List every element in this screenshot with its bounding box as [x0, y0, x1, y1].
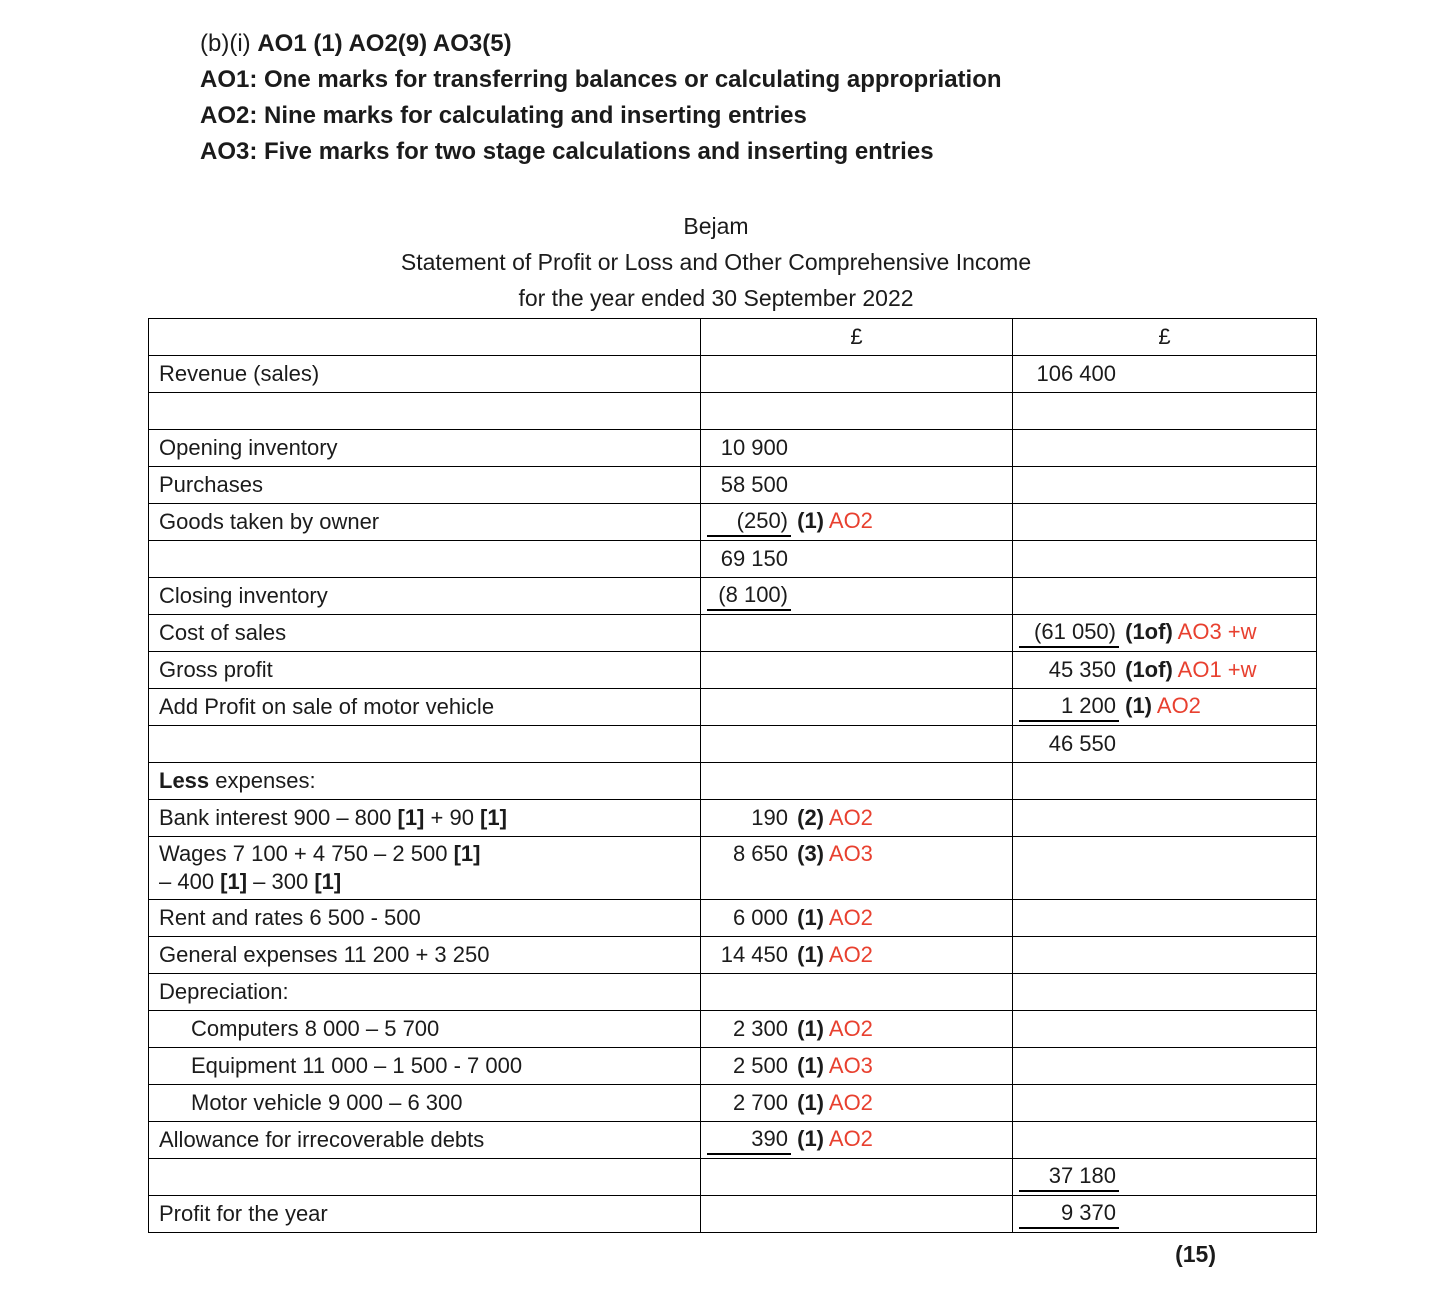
amount-cell-col1: [701, 900, 1013, 937]
table-row: [149, 504, 1317, 541]
mark-allocation: (1): [791, 1090, 824, 1115]
row-label-cell: [149, 974, 701, 1011]
row-label-cell: [149, 578, 701, 615]
amount-value: 2 300: [732, 1016, 788, 1041]
table-row: [149, 726, 1317, 763]
row-label-cell: [149, 652, 701, 689]
table-row: [149, 652, 1317, 689]
row-label-cell: [149, 1196, 701, 1233]
amount-cell-col1: [701, 356, 1013, 393]
amount-value: 190: [751, 805, 788, 830]
amount-cell-col2: [1013, 578, 1317, 615]
amount-value: 58 500: [720, 472, 788, 497]
table-row: [149, 356, 1317, 393]
amount-value: 46 550: [1048, 731, 1116, 756]
amount-cell-col1: [701, 689, 1013, 726]
table-row: [149, 689, 1317, 726]
ao3-description: AO3: Five marks for two stage calculations and inserting entries: [200, 138, 934, 165]
table-row: [149, 900, 1317, 937]
row-label-text: Motor vehicle 9 000 – 6 300: [191, 1090, 463, 1115]
amount-cell-col2: [1013, 1122, 1317, 1159]
row-label-text: Equipment 11 000 – 1 500 - 7 000: [191, 1053, 523, 1078]
total-marks: (15): [1175, 1241, 1216, 1267]
amount-cell-col1: [701, 578, 1013, 615]
ao-tag: AO2: [824, 1016, 873, 1041]
amount-value: 9 370: [1019, 1199, 1119, 1229]
amount-cell-col1: [701, 393, 1013, 430]
row-label-text: Rent and rates 6 500 - 500: [159, 905, 421, 930]
table-row: [149, 1159, 1317, 1196]
mark-allocation: (1): [791, 508, 824, 533]
row-label-cell: [149, 615, 701, 652]
amount-cell-col1: [701, 1011, 1013, 1048]
table-row: [149, 937, 1317, 974]
ao-tag: AO3 +w: [1172, 619, 1257, 644]
row-label-text: Less: [159, 768, 210, 793]
row-label-cell: [149, 689, 701, 726]
ao-tag: AO2: [824, 508, 873, 533]
statement-title-block: [0, 208, 1432, 316]
marks-summary-bold: AO1 (1) AO2(9) AO3(5): [257, 30, 512, 57]
amount-cell-col2: [1013, 689, 1317, 726]
row-label-text: + 90: [424, 805, 481, 830]
marks-summary-line: [200, 26, 1432, 62]
row-label-text: expenses:: [209, 768, 316, 793]
amount-cell-col2: [1013, 652, 1317, 689]
amount-value: (250): [707, 507, 791, 537]
row-label-text: Goods taken by owner: [159, 509, 380, 534]
row-label-cell: [149, 1011, 701, 1048]
amount-cell-col1: [701, 541, 1013, 578]
table-row: [149, 615, 1317, 652]
amount-value: 1 200: [1019, 692, 1119, 722]
amount-cell-col2: [1013, 900, 1317, 937]
amount-value: 37 180: [1019, 1162, 1119, 1192]
row-label-text: Depreciation:: [159, 979, 289, 1004]
question-number: (b)(i): [200, 30, 258, 57]
row-label-cell: [149, 467, 701, 504]
amount-cell-col1: [701, 652, 1013, 689]
ao-tag: AO3: [824, 1053, 873, 1078]
amount-value: (8 100): [707, 581, 791, 611]
table-row: [149, 430, 1317, 467]
marks-allocation-header: [200, 26, 1432, 170]
row-label-cell: [149, 541, 701, 578]
amount-cell-col2: [1013, 1196, 1317, 1233]
amount-value: 45 350: [1048, 657, 1116, 682]
amount-cell-col1: [701, 1159, 1013, 1196]
amount-cell-col1: [701, 1048, 1013, 1085]
ao-tag: AO2: [1152, 693, 1201, 718]
amount-cell-col1: [701, 1196, 1013, 1233]
mark-allocation: (1): [791, 942, 824, 967]
ao-tag: AO3: [824, 841, 873, 866]
amount-value: 106 400: [1036, 361, 1116, 386]
amount-cell-col2: [1013, 763, 1317, 800]
profit-loss-table: [148, 318, 1317, 1233]
table-row: [149, 1011, 1317, 1048]
table-row: [149, 1122, 1317, 1159]
table-row: [149, 837, 1317, 900]
row-label-text: – 300: [247, 869, 315, 894]
mark-allocation: (1of): [1119, 619, 1173, 644]
amount-cell-col2: [1013, 430, 1317, 467]
ao-tag: AO2: [824, 942, 873, 967]
table-row: [149, 800, 1317, 837]
row-label-text: Gross profit: [159, 657, 273, 682]
row-label-text: Purchases: [159, 472, 263, 497]
row-label-text: Add Profit on sale of motor vehicle: [159, 694, 495, 719]
amount-value: 8 650: [732, 841, 788, 866]
amount-cell-col1: [701, 430, 1013, 467]
amount-cell-col2: [1013, 1159, 1317, 1196]
row-label-cell: [149, 356, 701, 393]
amount-cell-col1: [701, 937, 1013, 974]
row-label-text: – 400: [159, 869, 221, 894]
row-label-text: Computers 8 000 – 5 700: [191, 1016, 440, 1041]
ao-tag: AO1 +w: [1172, 657, 1257, 682]
amount-cell-col1: [701, 615, 1013, 652]
row-label-cell: [149, 1085, 701, 1122]
ao-tag: AO2: [824, 905, 873, 930]
row-label-text: Wages 7 100 + 4 750 – 2 500: [159, 841, 454, 866]
ao-tag: AO2: [824, 1090, 873, 1115]
mark-allocation: (1): [791, 905, 824, 930]
ao-tag: AO2: [824, 1126, 873, 1151]
row-label-cell: [149, 393, 701, 430]
amount-cell-col2: [1013, 467, 1317, 504]
currency-header-col2: £: [1013, 319, 1317, 356]
table-row: [149, 541, 1317, 578]
table-row: [149, 1196, 1317, 1233]
amount-cell-col2: [1013, 504, 1317, 541]
table-row: [149, 1048, 1317, 1085]
table-row: [149, 974, 1317, 1011]
ao-tag: AO2: [824, 805, 873, 830]
row-label-cell: [149, 837, 701, 900]
amount-cell-col2: [1013, 974, 1317, 1011]
amount-cell-col1: [701, 800, 1013, 837]
row-label-text: Revenue (sales): [159, 361, 320, 386]
ao2-description: AO2: Nine marks for calculating and inserting entries: [200, 102, 807, 129]
amount-cell-col2: [1013, 837, 1317, 900]
row-label-cell: [149, 726, 701, 763]
amount-cell-col1: [701, 504, 1013, 541]
row-label-cell: [149, 1159, 701, 1196]
amount-cell-col2: [1013, 1048, 1317, 1085]
mark-allocation: (1): [791, 1016, 824, 1041]
amount-value: 2 500: [732, 1053, 788, 1078]
amount-value: (61 050): [1019, 618, 1119, 648]
amount-cell-col2: [1013, 541, 1317, 578]
company-name: Bejam: [683, 213, 749, 239]
ao1-description: AO1: One marks for transferring balances or calculating appropriation: [200, 66, 1002, 93]
amount-cell-col2: [1013, 1085, 1317, 1122]
row-label-text: Cost of sales: [159, 620, 287, 645]
amount-value: 69 150: [720, 546, 788, 571]
row-label-text: [1]: [480, 805, 507, 830]
amount-cell-col1: [701, 726, 1013, 763]
row-label-text: [1]: [397, 805, 425, 830]
amount-value: 390: [707, 1125, 791, 1155]
amount-cell-col2: [1013, 356, 1317, 393]
row-label-text: Allowance for irrecoverable debts: [159, 1127, 485, 1152]
table-row: [149, 578, 1317, 615]
row-label-cell: [149, 430, 701, 467]
table-row: [149, 1085, 1317, 1122]
amount-value: 6 000: [732, 905, 788, 930]
amount-value: 14 450: [720, 942, 788, 967]
mark-allocation: (2): [791, 805, 824, 830]
row-label-text: Profit for the year: [159, 1201, 328, 1226]
amount-cell-col2: [1013, 800, 1317, 837]
row-label-cell: [149, 504, 701, 541]
row-label-text: [1]: [453, 841, 481, 866]
amount-cell-col2: [1013, 1011, 1317, 1048]
mark-allocation: (1): [791, 1053, 824, 1078]
row-label-cell: [149, 937, 701, 974]
mark-allocation: (1of): [1119, 657, 1173, 682]
amount-cell-col2: [1013, 937, 1317, 974]
row-label-text: [1]: [220, 869, 248, 894]
amount-cell-col2: [1013, 726, 1317, 763]
mark-allocation: (3): [791, 841, 824, 866]
row-label-text: Opening inventory: [159, 435, 338, 460]
table-row: [149, 467, 1317, 504]
statement-period: for the year ended 30 September 2022: [518, 285, 914, 311]
header-empty-cell: [149, 319, 701, 356]
row-label-text: Closing inventory: [159, 583, 328, 608]
amount-cell-col1: [701, 837, 1013, 900]
amount-cell-col1: [701, 1085, 1013, 1122]
row-label-text: Bank interest 900 – 800: [159, 805, 398, 830]
table-row: [149, 393, 1317, 430]
table-header-row: [149, 319, 1317, 356]
row-label-text: General expenses 11 200 + 3 250: [159, 942, 490, 967]
statement-name: Statement of Profit or Loss and Other Comprehensive Income: [400, 249, 1032, 275]
row-label-cell: [149, 800, 701, 837]
row-label-cell: [149, 1048, 701, 1085]
amount-cell-col1: [701, 974, 1013, 1011]
amount-value: 2 700: [732, 1090, 788, 1115]
mark-allocation: (1): [791, 1126, 824, 1151]
amount-cell-col1: [701, 763, 1013, 800]
row-label-cell: [149, 900, 701, 937]
amount-cell-col2: [1013, 615, 1317, 652]
table-row: [149, 763, 1317, 800]
mark-allocation: (1): [1119, 693, 1152, 718]
amount-cell-col2: [1013, 393, 1317, 430]
currency-header-col1: £: [701, 319, 1013, 356]
amount-cell-col1: [701, 1122, 1013, 1159]
amount-cell-col1: [701, 467, 1013, 504]
amount-value: 10 900: [720, 435, 788, 460]
row-label-cell: [149, 1122, 701, 1159]
row-label-cell: [149, 763, 701, 800]
row-label-text: [1]: [314, 869, 342, 894]
